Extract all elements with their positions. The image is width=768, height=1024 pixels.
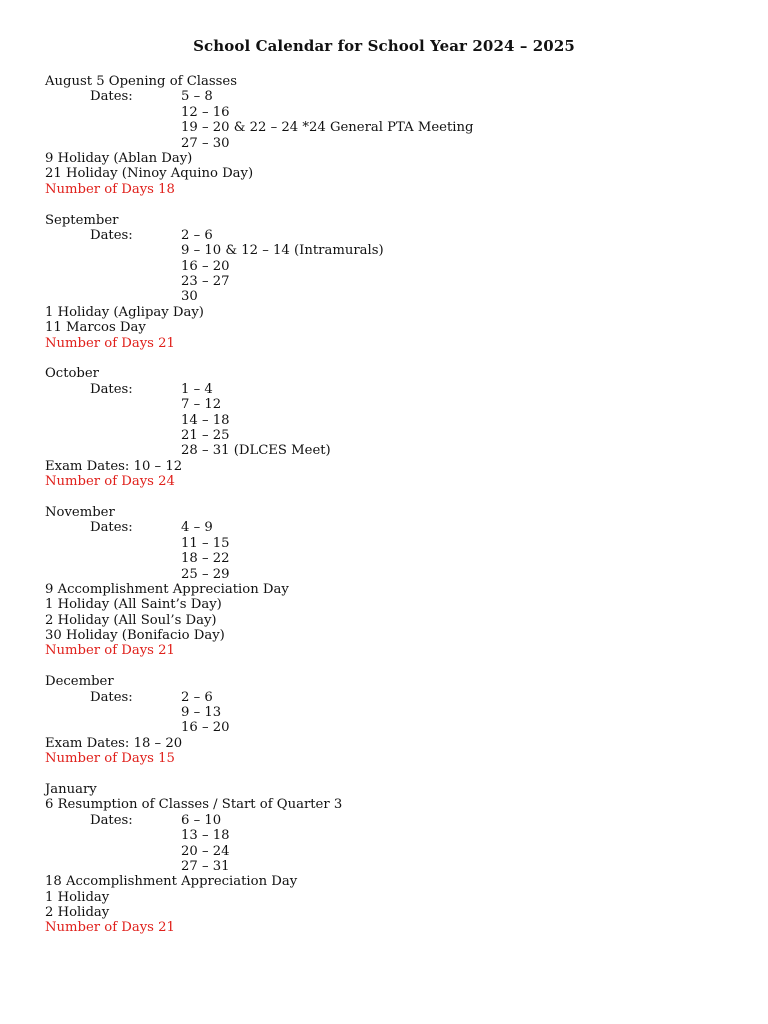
month-note: 1 Holiday bbox=[45, 889, 110, 905]
date-range: 2 – 6 bbox=[181, 689, 213, 705]
month-header: November bbox=[45, 504, 115, 520]
date-range: 23 – 27 bbox=[181, 274, 230, 290]
calendar-content bbox=[45, 74, 735, 936]
month-note: 9 Accomplishment Appreciation Day bbox=[45, 581, 289, 597]
number-of-days: Number of Days 21 bbox=[45, 643, 175, 659]
section-spacer bbox=[45, 490, 735, 505]
month-section bbox=[45, 782, 735, 936]
month-note: 2 Holiday bbox=[45, 905, 110, 921]
date-range: 13 – 18 bbox=[181, 828, 230, 844]
date-range: 16 – 20 bbox=[181, 258, 230, 274]
month-note: 1 Holiday (All Saint’s Day) bbox=[45, 597, 222, 613]
dates-label: Dates: bbox=[90, 689, 133, 705]
month-section bbox=[45, 674, 735, 782]
month-section bbox=[45, 74, 735, 213]
date-range: 5 – 8 bbox=[181, 89, 213, 105]
month-section bbox=[45, 505, 735, 674]
month-note: Exam Dates: 10 – 12 bbox=[45, 458, 183, 474]
date-range: 1 – 4 bbox=[181, 381, 213, 397]
section-spacer bbox=[45, 197, 735, 212]
dates-row bbox=[45, 89, 735, 104]
dates-row bbox=[45, 228, 735, 243]
date-range: 16 – 20 bbox=[181, 720, 230, 736]
dates-row bbox=[45, 382, 735, 397]
section-spacer bbox=[45, 351, 735, 366]
month-note: 6 Resumption of Classes / Start of Quarter 3 bbox=[45, 797, 343, 813]
date-range: 4 – 9 bbox=[181, 520, 213, 536]
dates-row bbox=[45, 690, 735, 705]
date-range: 9 – 10 & 12 – 14 (Intramurals) bbox=[181, 243, 384, 259]
dates-label: Dates: bbox=[90, 227, 133, 243]
date-range: 27 – 31 bbox=[181, 858, 230, 874]
month-header: January bbox=[45, 781, 97, 797]
date-range: 20 – 24 bbox=[181, 843, 230, 859]
month-header: December bbox=[45, 674, 114, 690]
date-range: 6 – 10 bbox=[181, 812, 222, 828]
month-note: 2 Holiday (All Soul’s Day) bbox=[45, 612, 217, 628]
month-note: 1 Holiday (Aglipay Day) bbox=[45, 304, 204, 320]
dates-row bbox=[45, 520, 735, 535]
number-of-days: Number of Days 15 bbox=[45, 751, 175, 767]
number-of-days: Number of Days 21 bbox=[45, 920, 175, 936]
date-range: 7 – 12 bbox=[181, 397, 222, 413]
number-of-days: Number of Days 18 bbox=[45, 181, 175, 197]
date-range: 12 – 16 bbox=[181, 104, 230, 120]
month-note: 18 Accomplishment Appreciation Day bbox=[45, 874, 298, 890]
date-range: 18 – 22 bbox=[181, 551, 230, 567]
dates-label: Dates: bbox=[90, 381, 133, 397]
month-note: 30 Holiday (Bonifacio Day) bbox=[45, 628, 225, 644]
dates-label: Dates: bbox=[90, 812, 133, 828]
date-range: 30 bbox=[181, 289, 198, 305]
month-header: August 5 Opening of Classes bbox=[45, 74, 237, 89]
date-range: 28 – 31 (DLCES Meet) bbox=[181, 443, 331, 459]
date-range: 14 – 18 bbox=[181, 412, 230, 428]
month-note: Exam Dates: 18 – 20 bbox=[45, 735, 183, 751]
month-section bbox=[45, 213, 735, 367]
date-range: 2 – 6 bbox=[181, 227, 213, 243]
dates-label: Dates: bbox=[90, 520, 133, 536]
date-range: 11 – 15 bbox=[181, 535, 230, 551]
month-header: October bbox=[45, 366, 99, 382]
month-note: 21 Holiday (Ninoy Aquino Day) bbox=[45, 166, 254, 182]
section-spacer bbox=[45, 767, 735, 782]
date-range: 27 – 30 bbox=[181, 135, 230, 151]
date-range: 19 – 20 & 22 – 24 *24 General PTA Meeting bbox=[181, 120, 474, 136]
number-of-days: Number of Days 24 bbox=[45, 474, 175, 490]
date-range: 25 – 29 bbox=[181, 566, 230, 582]
month-note: 9 Holiday (Ablan Day) bbox=[45, 150, 193, 166]
dates-label: Dates: bbox=[90, 89, 133, 105]
date-range: 21 – 25 bbox=[181, 427, 230, 443]
date-range: 9 – 13 bbox=[181, 705, 222, 721]
document-title: School Calendar for School Year 2024 – 2025 bbox=[193, 37, 575, 55]
dates-row bbox=[45, 813, 735, 828]
month-section bbox=[45, 366, 735, 505]
number-of-days: Number of Days 21 bbox=[45, 335, 175, 351]
section-spacer bbox=[45, 659, 735, 674]
month-note: 11 Marcos Day bbox=[45, 320, 146, 336]
month-header: September bbox=[45, 212, 119, 228]
